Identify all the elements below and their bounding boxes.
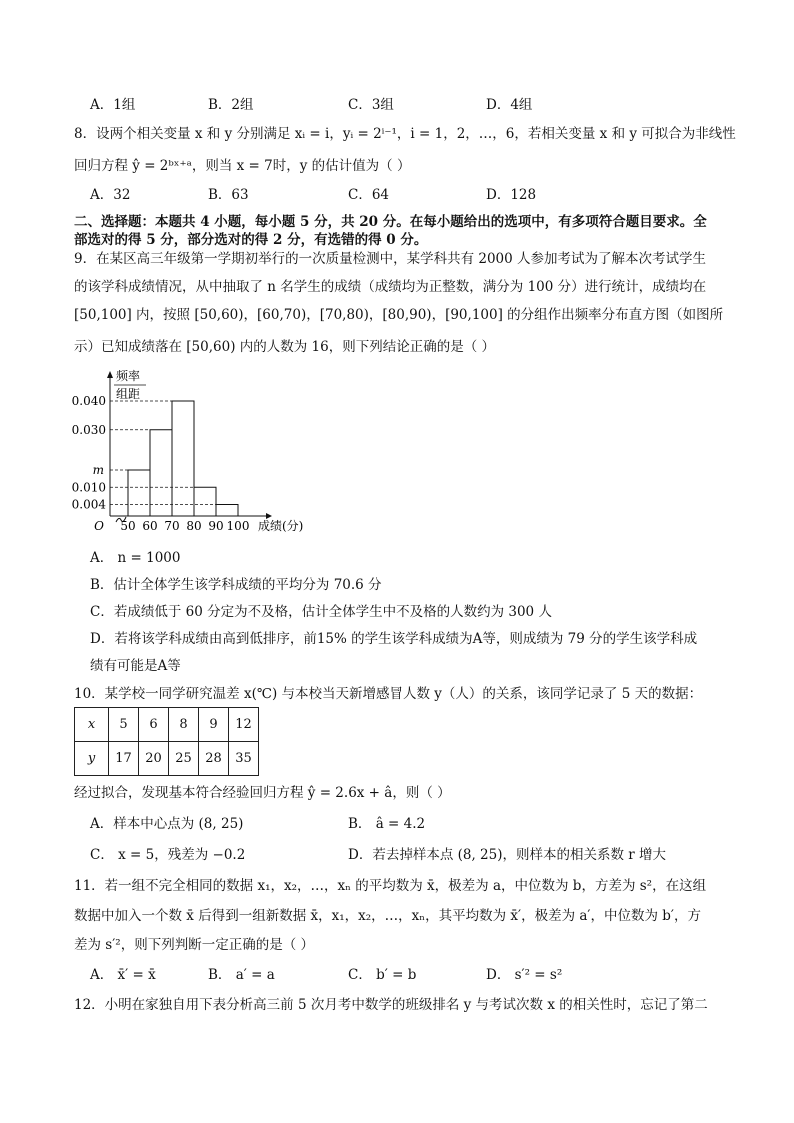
section2-heading-line1: 二、选择题：本题共 4 小题，每小题 5 分，共 20 分。在每小题给出的选项中，有多项符合题目要求。全 (74, 214, 707, 230)
q11-option-b: B． a′ = a (208, 967, 275, 983)
frequency-histogram (66, 364, 326, 544)
histogram-bar (194, 487, 216, 516)
table-cell: 8 (169, 708, 199, 742)
q10-option-c: C． x = 5，残差为 −0.2 (90, 847, 246, 863)
q8-option-c: C．64 (348, 187, 390, 203)
table-cell: 9 (199, 708, 229, 742)
q10-option-d: D．若去掉样本点 (8, 25)，则样本的相关系数 r 增大 (348, 847, 667, 863)
q7-option-a: A．1组 (90, 97, 136, 113)
q11-option-d: D． s′² = s² (486, 967, 563, 983)
x-axis-label: 成绩(分) (258, 519, 304, 533)
q9-stem-line2: 的该学科成绩情况，从中抽取了 n 名学生的成绩（成绩均为正整数，满分为 100 分）进行统计，成绩均在 (74, 279, 707, 295)
y-axis-label-top: 频率 (116, 369, 141, 383)
q11-stem-line2: 数据中加入一个数 x̄ 后得到一组新数据 x̄，x₁，x₂，…，xₙ，其平均数为 x̄′，极差为 a′，中位数为 b′，方 (74, 908, 701, 924)
q10-data-table (74, 707, 259, 776)
q9-option-d-line2: 绩有可能是A等 (90, 658, 181, 674)
q9-stem-line4: 示）已知成绩落在 [50,60) 内的人数为 16，则下列结论正确的是（ ） (74, 339, 496, 355)
histogram-bar (150, 430, 172, 516)
x-tick-label: 80 (186, 519, 202, 533)
q11-option-c: C． b′ = b (348, 967, 417, 983)
q9-option-c: C．若成绩低于 60 分定为不及格，估计全体学生中不及格的人数约为 300 人 (90, 604, 552, 620)
q10-stem-line1: 10．某学校一同学研究温差 x(℃) 与本校当天新增感冒人数 y（人）的关系，该同学记录了 5 天的数据： (74, 686, 703, 702)
q8-stem-line2: 回归方程 ŷ = 2ᵇˣ⁺ᵃ，则当 x = 7时，y 的估计值为（ ） (74, 158, 411, 174)
q11-stem-line3: 差为 s′²，则下列判断一定正确的是（ ） (74, 937, 314, 953)
q12-stem-line1: 12．小明在家独自用下表分析高三前 5 次月考中数学的班级排名 y 与考试次数 x 的相关性时，忘记了第二 (74, 997, 708, 1013)
x-tick-label: 50 (120, 519, 136, 533)
q9-stem-line1: 9．在某区高三年级第一学期初举行的一次质量检测中，某学科共有 2000 人参加考试为了解本次考试学生 (74, 251, 707, 267)
q11-stem-line1: 11．若一组不完全相同的数据 x₁，x₂，…，xₙ 的平均数为 x̄，极差为 a，中位数为 b，方差为 s²，在这组 (74, 878, 707, 894)
table-cell: 25 (169, 742, 199, 776)
y-tick-label: 0.010 (71, 480, 106, 495)
q9-option-a: A． n = 1000 (90, 550, 181, 566)
y-tick-label: 0.040 (71, 394, 106, 408)
q7-option-c: C．3组 (348, 97, 394, 113)
q8-option-a: A．32 (90, 187, 131, 203)
q8-option-b: B．63 (208, 187, 249, 203)
table-cell: 12 (229, 708, 259, 742)
q9-option-b: B．估计全体学生该学科成绩的平均分为 70.6 分 (90, 577, 382, 593)
q9-stem-line3: [50,100] 内，按照 [50,60)，[60,70)，[70,80)，[80,90)，[90,100] 的分组作出频率分布直方图（如图所 (74, 307, 724, 323)
q7-option-b: B．2组 (208, 97, 254, 113)
q11-option-a: A． x̄′ = x̄ (90, 967, 156, 983)
histogram-bar (128, 470, 150, 516)
table-cell: 17 (109, 742, 139, 776)
q7-option-d: D．4组 (486, 97, 533, 113)
histogram-bar (172, 401, 194, 516)
x-tick-label: 70 (164, 519, 180, 533)
x-tick-label: 100 (226, 519, 250, 533)
q8-stem-line1: 8．设两个相关变量 x 和 y 分别满足 xᵢ = i，yᵢ = 2ⁱ⁻¹，i = 1，2，…，6，若相关变量 x 和 y 可拟合为非线性 (74, 126, 736, 142)
table-row-y (75, 742, 259, 776)
table-cell: 5 (109, 708, 139, 742)
y-axis-arrow (107, 371, 113, 378)
histogram-bar (216, 505, 238, 517)
q10-option-a: A．样本中心点为 (8, 25) (90, 816, 244, 832)
table-cell: 6 (139, 708, 169, 742)
x-tick-label: 60 (142, 519, 158, 533)
table-header-x: x (75, 708, 109, 742)
table-cell: 20 (139, 742, 169, 776)
y-axis-label-bottom: 组距 (116, 387, 141, 401)
q8-option-d: D．128 (486, 187, 537, 203)
table-header-y: y (75, 742, 109, 776)
y-tick-label: 0.004 (71, 497, 106, 512)
y-tick-label: 0.030 (71, 422, 106, 437)
table-cell: 28 (199, 742, 229, 776)
table-cell: 35 (229, 742, 259, 776)
x-tick-label: 90 (208, 519, 224, 533)
table-row-x (75, 708, 259, 742)
y-tick-label: m (92, 463, 104, 477)
q9-option-d-line1: D．若将该学科成绩由高到低排序，前15% 的学生该学科成绩为A等，则成绩为 79 分的学生该学科成 (90, 631, 698, 647)
q10-option-b: B． â = 4.2 (348, 816, 426, 832)
origin-label: O (94, 519, 104, 533)
q10-stem-line2: 经过拟合，发现基本符合经验回归方程 ŷ = 2.6x + â，则（ ） (74, 785, 451, 801)
section2-heading-line2: 部选对的得 5 分，部分选对的得 2 分，有选错的得 0 分。 (74, 232, 428, 248)
